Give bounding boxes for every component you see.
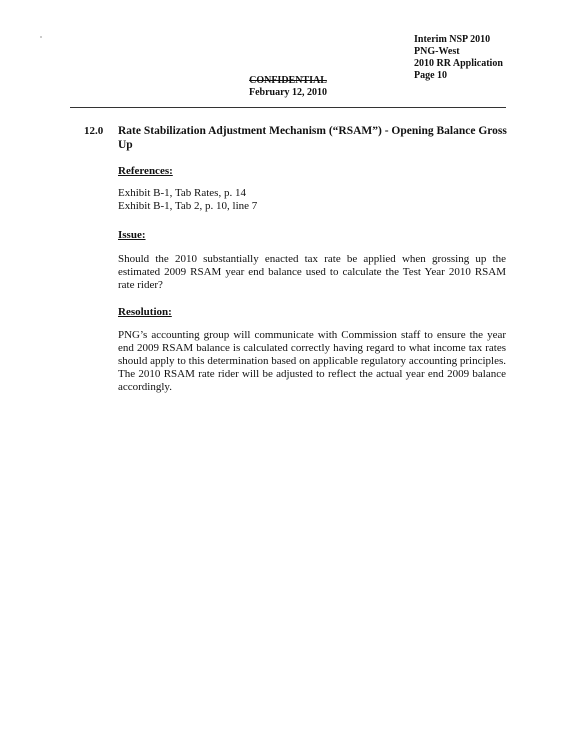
header-line-project: Interim NSP 2010 <box>414 34 491 45</box>
reference-item: Exhibit B-1, Tab Rates, p. 14 <box>118 187 246 199</box>
header-line-application: 2010 RR Application <box>414 58 503 69</box>
issue-heading: Issue: <box>118 229 146 241</box>
issue-text: Should the 2010 substantially enacted tax rate be applied when grossing up the estimated 2009 RSAM year end balance used to calculate the Test Year 2010 RSAM rate rider? <box>118 253 506 291</box>
section-number: 12.0 <box>84 125 104 137</box>
confidential-label: CONFIDENTIAL <box>249 75 327 86</box>
header-line-page: Page 10 <box>414 70 448 81</box>
resolution-text: PNG’s accounting group will communicate with Commission staff to ensure the year end 2009 RSAM balance is calculated correctly having regard to what income tax rates should apply to this determination based on applicable regulatory accounting principles. The 2010 RSAM rate rider will be adjusted to reflect the actual year end 2009 balance accordingly. <box>118 329 506 393</box>
confidential-block <box>0 75 576 99</box>
scan-speck <box>40 36 42 38</box>
header-divider <box>70 107 506 108</box>
references-list <box>118 187 506 213</box>
section-title: Rate Stabilization Adjustment Mechanism (“RSAM”) - Opening Balance Gross Up <box>118 125 507 151</box>
references-heading: References: <box>118 165 173 177</box>
reference-item: Exhibit B-1, Tab 2, p. 10, line 7 <box>118 200 258 212</box>
header-line-entity: PNG-West <box>414 46 460 57</box>
document-date: February 12, 2010 <box>248 87 328 98</box>
resolution-heading: Resolution: <box>118 306 172 318</box>
